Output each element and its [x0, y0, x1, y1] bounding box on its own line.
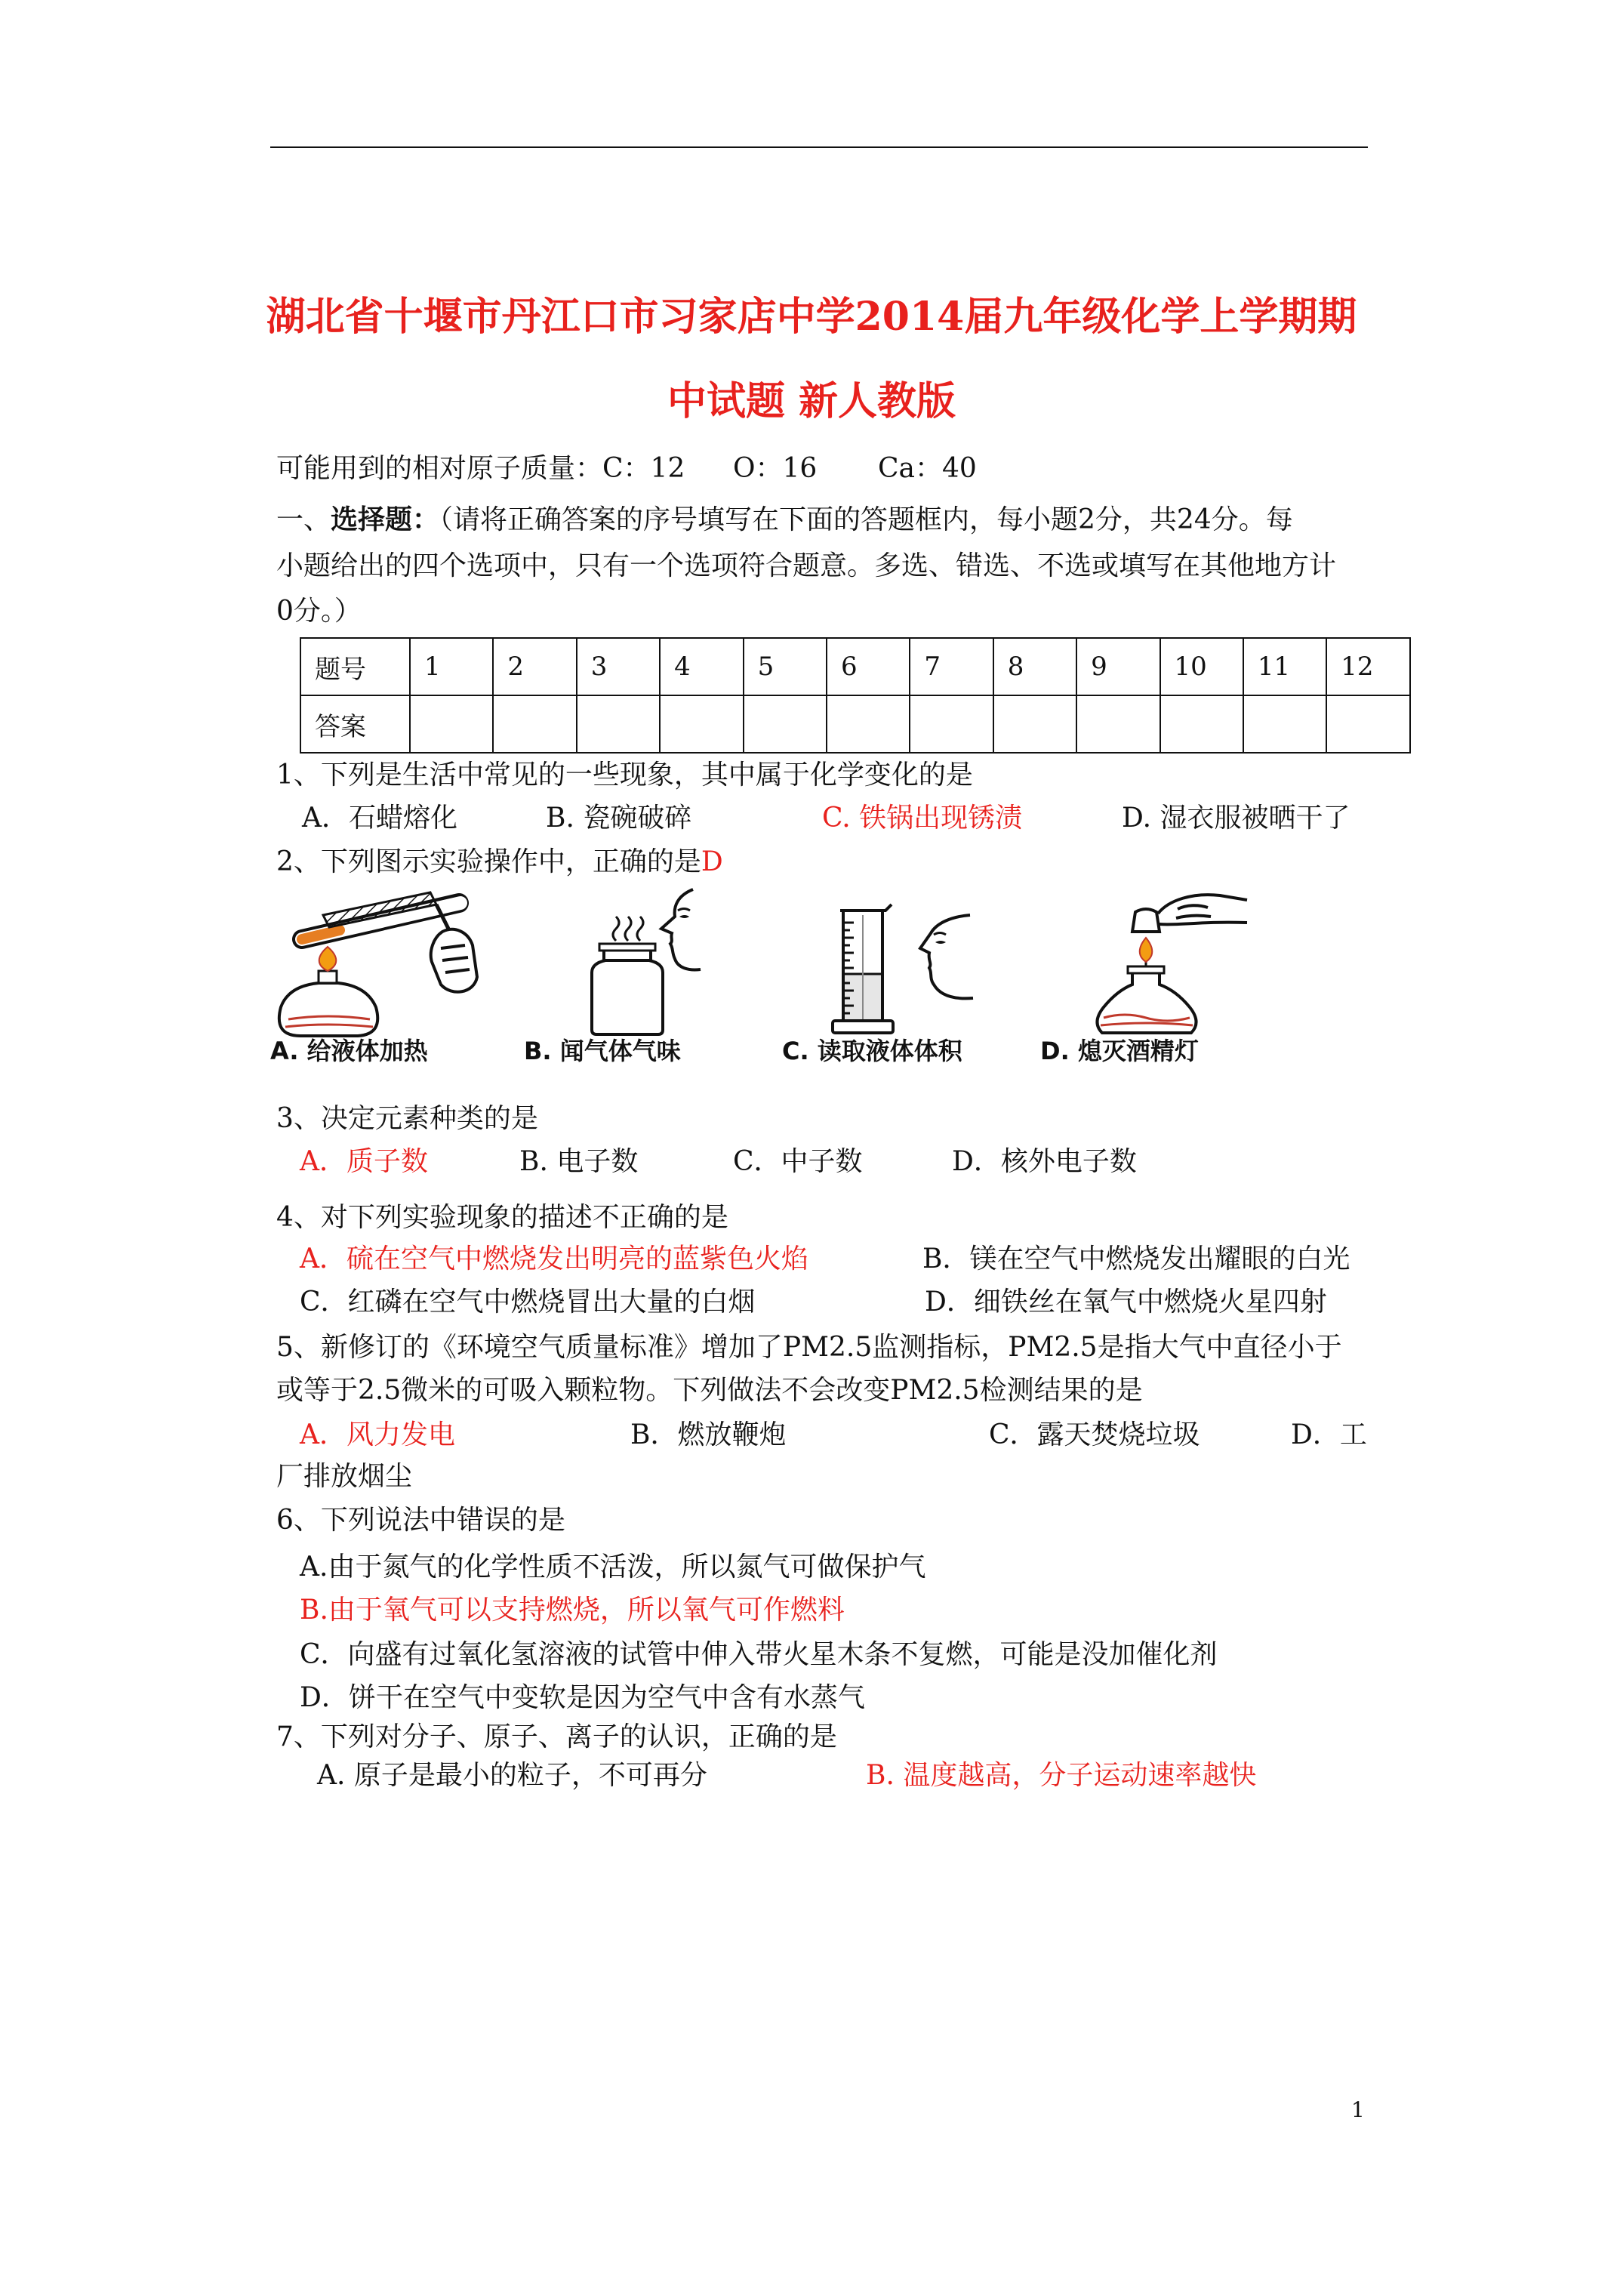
question-5-option-d-continuation: 厂排放烟尘: [276, 1461, 413, 1492]
question-number-cell: 3: [577, 638, 660, 695]
question-3-stem: 3、决定元素种类的是: [276, 1103, 538, 1134]
section-number: 一、: [276, 504, 331, 535]
answer-cell: [1160, 695, 1243, 753]
figure-a-label: A. 给液体加热: [270, 1037, 428, 1065]
question-5-stem-line2: 或等于2.5微米的可吸入颗粒物。下列做法不会改变PM2.5检测结果的是: [276, 1375, 1143, 1406]
question-6-option-d: D．饼干在空气中变软是因为空气中含有水蒸气: [300, 1682, 865, 1713]
question-3-option-d: D．核外电子数: [952, 1146, 1137, 1177]
alcohol-lamp-extinguish-icon: [1087, 888, 1249, 1036]
question-6-option-a: A.由于氮气的化学性质不活泼，所以氮气可做保护气: [300, 1552, 926, 1583]
hand: [1158, 895, 1247, 924]
hand: [431, 929, 477, 992]
document-title-line2: 中试题 新人教版: [667, 378, 956, 424]
row-label-answer: 答案: [300, 695, 410, 753]
figure-c-label: C. 读取液体体积: [782, 1037, 962, 1065]
question-number-cell: 6: [827, 638, 910, 695]
section-instructions-line1: [276, 504, 1293, 536]
question-3-option-c: C．中子数: [733, 1146, 863, 1177]
graduated-cylinder: [833, 905, 893, 1033]
flame: [1140, 938, 1153, 962]
face-profile: [661, 889, 701, 969]
question-1-stem: 1、下列是生活中常见的一些现象，其中属于化学变化的是: [276, 760, 973, 791]
answer-cell: [1076, 695, 1160, 753]
question-number-cell: 2: [493, 638, 576, 695]
figure-d-label: D. 熄灭酒精灯: [1040, 1037, 1199, 1065]
graduated-cylinder-reading-icon: [827, 900, 989, 1036]
question-2-answer: D: [701, 846, 723, 877]
answer-cell: [910, 695, 993, 753]
answer-cell: [993, 695, 1076, 753]
lamp-cap: [1132, 909, 1160, 932]
question-number-cell: 1: [410, 638, 493, 695]
section-heading: 选择题：: [331, 504, 440, 535]
atomic-mass-calcium: Ca：40: [878, 453, 977, 484]
question-1-option-a: A．石蜡熔化: [302, 803, 457, 834]
question-3-option-b: B. 电子数: [519, 1146, 639, 1177]
question-1-option-c: C. 铁锅出现锈渍: [822, 803, 1023, 834]
alcohol-lamp-heating-icon: [270, 892, 482, 1036]
question-5-option-c: C．露天焚烧垃圾: [989, 1419, 1200, 1450]
answer-table: [300, 637, 1411, 754]
question-7-option-a: A. 原子是最小的粒子，不可再分: [317, 1760, 707, 1791]
gas-jar-smelling-icon: [574, 888, 710, 1036]
flame: [319, 947, 337, 971]
answer-cell: [744, 695, 827, 753]
gas-jar: [592, 944, 663, 1034]
question-1-option-b: B. 瓷碗破碎: [546, 803, 692, 834]
question-4-option-b: B．镁在空气中燃烧发出耀眼的白光: [922, 1244, 1350, 1274]
atomic-mass-label: 可能用到的相对原子质量：C：12: [276, 453, 685, 484]
question-5-stem-line1: 5、新修订的《环境空气质量标准》增加了PM2.5监测指标，PM2.5是指大气中直径小于: [276, 1332, 1342, 1363]
question-2-stem: [276, 846, 723, 878]
question-2-stem-text: 2、下列图示实验操作中，正确的是: [276, 846, 701, 877]
answer-row: [300, 695, 1410, 753]
figure-b-label: B. 闻气体气味: [524, 1037, 681, 1065]
gas-waves: [613, 917, 643, 941]
question-number-cell: 5: [744, 638, 827, 695]
question-number-cell: 12: [1326, 638, 1409, 695]
face-profile: [920, 915, 973, 998]
answer-cell: [827, 695, 910, 753]
alcohol-lamp: [279, 971, 377, 1036]
page-number: 1: [1351, 2097, 1365, 2122]
question-1-option-d: D. 湿衣服被晒干了: [1122, 803, 1350, 834]
question-7-option-b: B. 温度越高，分子运动速率越快: [866, 1760, 1257, 1791]
section-instructions-line2: 小题给出的四个选项中，只有一个选项符合题意。多选、错选、不选或填写在其他地方计: [276, 550, 1337, 581]
answer-cell: [493, 695, 576, 753]
answer-cell: [1326, 695, 1409, 753]
question-number-cell: 10: [1160, 638, 1243, 695]
question-number-cell: 8: [993, 638, 1076, 695]
question-number-cell: 9: [1076, 638, 1160, 695]
question-4-option-c: C．红磷在空气中燃烧冒出大量的白烟: [300, 1287, 756, 1318]
row-label-question-number: 题号: [300, 638, 410, 695]
question-6-option-b: B.由于氧气可以支持燃烧，所以氧气可作燃料: [300, 1595, 845, 1626]
header-rule: [270, 146, 1368, 148]
question-6-stem: 6、下列说法中错误的是: [276, 1505, 565, 1536]
answer-cell: [410, 695, 493, 753]
question-4-option-d: D．细铁丝在氧气中燃烧火星四射: [925, 1287, 1327, 1318]
question-5-option-d: D．工: [1291, 1419, 1367, 1450]
question-6-option-c: C．向盛有过氧化氢溶液的试管中伸入带火星木条不复燃，可能是没加催化剂: [300, 1639, 1218, 1670]
answer-cell: [660, 695, 743, 753]
question-5-option-b: B．燃放鞭炮: [630, 1419, 787, 1450]
question-number-cell: 11: [1243, 638, 1326, 695]
question-number-cell: 4: [660, 638, 743, 695]
answer-cell: [577, 695, 660, 753]
question-4-option-a: A．硫在空气中燃烧发出明亮的蓝紫色火焰: [300, 1244, 808, 1274]
section-instructions-text: （请将正确答案的序号填写在下面的答题框内，每小题2分，共24分。每: [439, 504, 1293, 535]
question-5-option-a: A．风力发电: [300, 1419, 455, 1450]
answer-cell: [1243, 695, 1326, 753]
section-instructions-line3: 0分。）: [276, 596, 362, 627]
atomic-mass-oxygen: O：16: [733, 453, 818, 484]
question-7-stem: 7、下列对分子、原子、离子的认识，正确的是: [276, 1721, 837, 1752]
question-number-row: [300, 638, 1410, 695]
alcohol-lamp: [1097, 960, 1196, 1033]
question-3-option-a: A．质子数: [300, 1146, 428, 1177]
document-title-line1: 湖北省十堰市丹江口市习家店中学2014届九年级化学上学期期: [266, 294, 1357, 340]
question-number-cell: 7: [910, 638, 993, 695]
question-4-stem: 4、对下列实验现象的描述不正确的是: [276, 1202, 728, 1233]
